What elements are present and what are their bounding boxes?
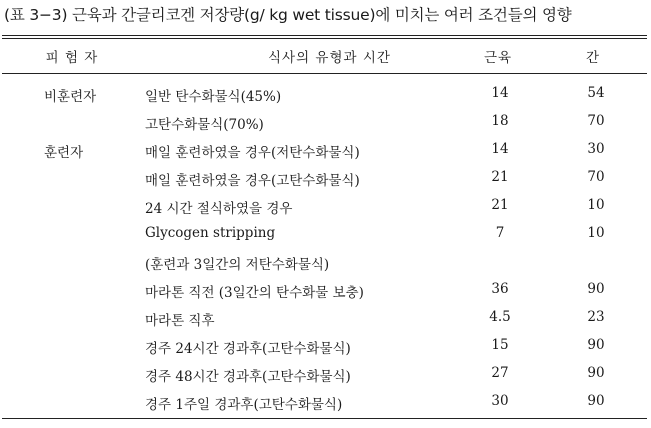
row-diet: (훈련과 3일간의 저탄수화물식) (145, 257, 330, 273)
row-diet: 경주 1주일 경과후(고탄수화물식) (145, 397, 343, 413)
row-diet: 마라톤 직후 (145, 313, 215, 329)
row-liver: 23 (587, 309, 605, 325)
header-muscle: 근육 (483, 50, 513, 66)
row-muscle: 4.5 (489, 309, 511, 325)
row-diet: 고탄수화물식(70%) (145, 117, 264, 133)
row-muscle: 7 (495, 225, 505, 241)
row-liver: 70 (587, 113, 605, 129)
row-diet: 마라톤 직전 (3일간의 탄수화물 보충) (145, 285, 364, 301)
row-liver: 30 (587, 141, 605, 157)
row-subject: 비훈련자 (44, 89, 97, 105)
row-diet: 경주 48시간 경과후(고탄수화물식) (145, 369, 351, 385)
row-liver: 90 (587, 337, 605, 353)
row-muscle: 15 (491, 337, 509, 353)
row-liver: 90 (587, 393, 605, 409)
row-muscle: 21 (491, 197, 509, 213)
row-diet: 매일 훈련하였을 경우(고탄수화물식) (145, 173, 360, 189)
row-diet: 매일 훈련하였을 경우(저탄수화물식) (145, 145, 360, 161)
row-muscle: 30 (491, 393, 509, 409)
header-subject: 피 험 자 (45, 50, 99, 66)
top-rule-inner (2, 38, 647, 39)
table-caption: (표 3−3) 근육과 간글리코겐 저장량(g/ kg wet tissue)에 미치는 여러 조건들의 영향 (4, 6, 572, 24)
row-diet: 경주 24시간 경과후(고탄수화물식) (145, 341, 351, 357)
row-diet: 24 시간 절식하였을 경우 (145, 201, 293, 217)
row-liver: 10 (587, 225, 605, 241)
row-liver: 54 (587, 85, 605, 101)
header-rule (2, 73, 647, 74)
row-muscle: 27 (491, 365, 509, 381)
row-liver: 90 (587, 281, 605, 297)
row-muscle: 36 (491, 281, 509, 297)
row-diet: 일반 탄수화물식(45%) (145, 89, 282, 105)
row-muscle: 18 (491, 113, 509, 129)
row-liver: 10 (587, 197, 605, 213)
row-subject: 훈련자 (44, 145, 84, 161)
row-muscle: 21 (491, 169, 509, 185)
bottom-rule (2, 418, 647, 419)
top-rule (2, 35, 647, 36)
row-diet: Glycogen stripping (145, 225, 276, 241)
row-liver: 70 (587, 169, 605, 185)
header-diet: 식사의 유형과 시간 (268, 50, 391, 66)
row-muscle: 14 (491, 141, 509, 157)
row-muscle: 14 (491, 85, 509, 101)
header-liver: 간 (585, 50, 601, 66)
row-liver: 90 (587, 365, 605, 381)
